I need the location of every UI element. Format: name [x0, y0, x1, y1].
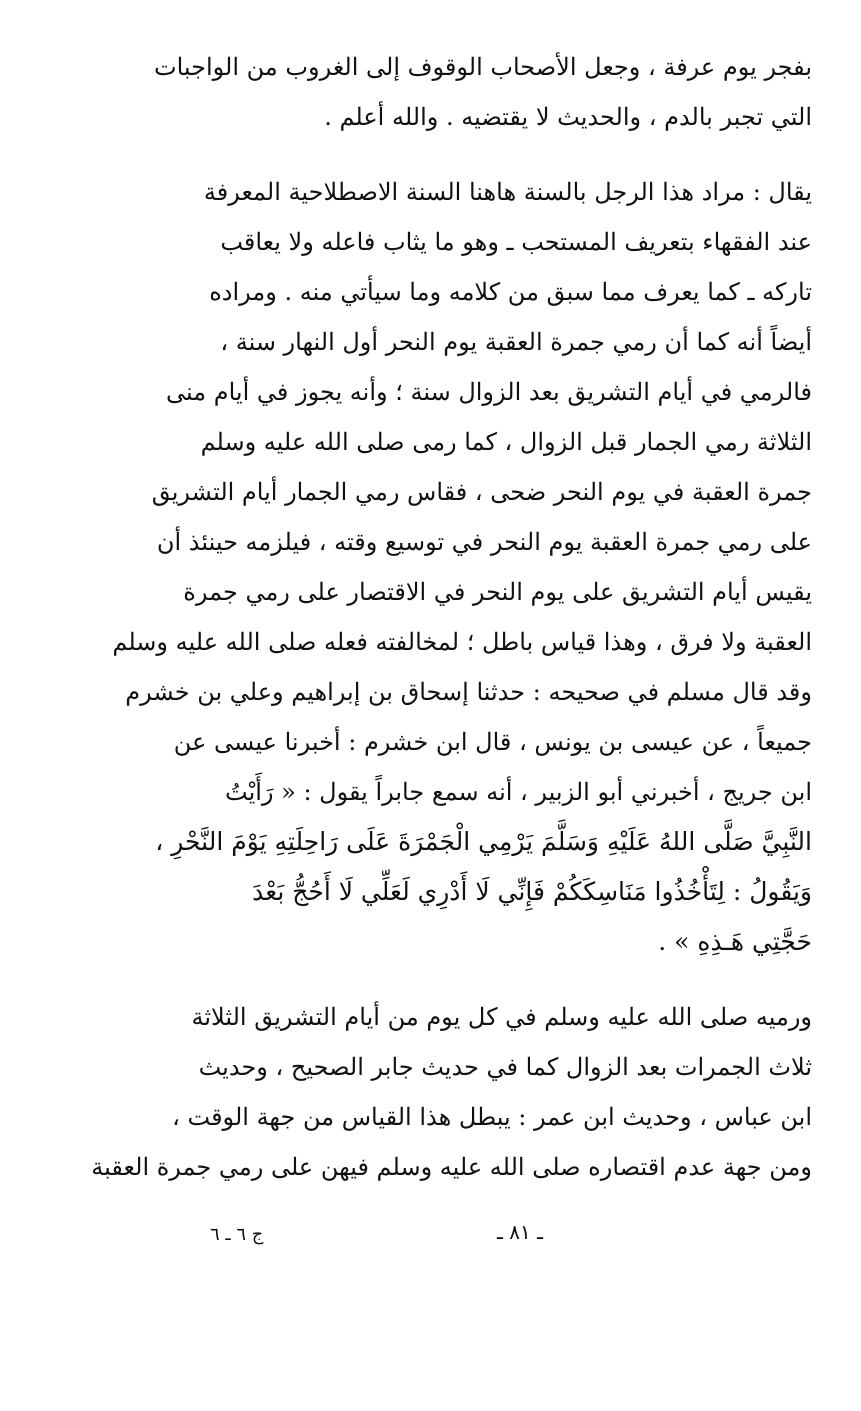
text-line: بفجر يوم عرفة ، وجعل الأصحاب الوقوف إلى الغروب من الواجبات — [154, 53, 812, 81]
text-line: عند الفقهاء بتعريف المستحب ـ وهو ما يثاب فاعله ولا يعاقب — [220, 228, 812, 256]
text-line: على رمي جمرة العقبة يوم النحر في توسيع وقته ، فيلزمه حينئذ أن — [156, 528, 812, 556]
text-line: جمرة العقبة في يوم النحر ضحى ، فقاس رمي الجمار أيام التشريق — [151, 478, 812, 506]
text-line: جميعاً ، عن عيسى بن يونس ، قال ابن خشرم : أخبرنا عيسى عن — [173, 728, 812, 756]
hadith-line: حَجَّتِي هَـذِهِ » . — [658, 927, 812, 956]
text-line: فالرمي في أيام التشريق بعد الزوال سنة ؛ وأنه يجوز في أيام منى — [166, 378, 812, 406]
text-line: ثلاث الجمرات بعد الزوال كما في حديث جابر الصحيح ، وحديث — [198, 1053, 812, 1081]
page-footer — [200, 1220, 812, 1250]
paragraph-1 — [154, 42, 812, 142]
text-line: العقبة ولا فرق ، وهذا قياس باطل ؛ لمخالفته فعله صلى الله عليه وسلم — [112, 628, 812, 656]
text-line: أيضاً أنه كما أن رمي جمرة العقبة يوم النحر أول النهار سنة ، — [220, 328, 812, 356]
printer-signature: ج ٦ ـ ٦ — [210, 1224, 264, 1245]
paragraph-3 — [91, 992, 812, 1192]
text-line: يقيس أيام التشريق على يوم النحر في الاقتصار على رمي جمرة — [183, 578, 812, 606]
text-line: التي تجبر بالدم ، والحديث لا يقتضيه . والله أعلم . — [324, 103, 812, 131]
text-line: ومن جهة عدم اقتصاره صلى الله عليه وسلم فيهن على رمي جمرة العقبة — [91, 1153, 812, 1181]
text-line: الثلاثة رمي الجمار قبل الزوال ، كما رمى صلى الله عليه وسلم — [200, 428, 812, 456]
text-line: ورميه صلى الله عليه وسلم في كل يوم من أيام التشريق الثلاثة — [191, 1003, 812, 1031]
text-line: ابن عباس ، وحديث ابن عمر : يبطل هذا القياس من جهة الوقت ، — [172, 1103, 812, 1131]
text-line: وقد قال مسلم في صحيحه : حدثنا إسحاق بن إبراهيم وعلي بن خشرم — [125, 678, 812, 706]
text-line: تاركه ـ كما يعرف مما سبق من كلامه وما سيأتي منه . ومراده — [209, 278, 812, 306]
text-line: ابن جريج ، أخبرني أبو الزبير ، أنه سمع جابراً يقول : « رَأَيْتُ — [225, 778, 812, 806]
text-line: يقال : مراد هذا الرجل بالسنة هاهنا السنة الاصطلاحية المعرفة — [203, 178, 812, 206]
hadith-line: النَّبِيَّ صَلَّى اللهُ عَلَيْهِ وَسَلَّمَ يَرْمِي الْجَمْرَةَ عَلَى رَاحِلَتِهِ يَوْمَ النَّحْرِ ، — [155, 827, 812, 856]
page-number: ـ ٨١ ـ — [497, 1220, 543, 1244]
hadith-line: وَيَقُولُ : لِتَأْخُذُوا مَنَاسِكَكُمْ فَإِنِّي لَا أَدْرِي لَعَلِّي لَا أَحُجُّ بَعْدَ — [252, 877, 812, 906]
paragraph-2 — [112, 167, 812, 967]
